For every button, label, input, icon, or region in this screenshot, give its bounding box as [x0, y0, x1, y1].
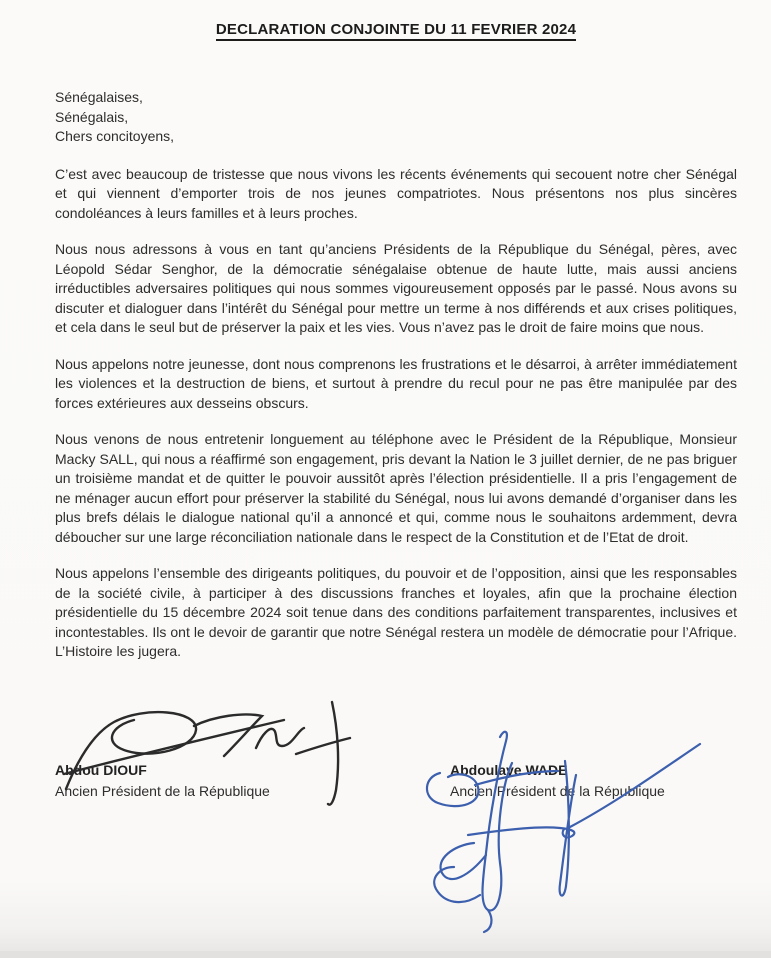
signatory-role-diouf: Ancien Président de la République: [55, 783, 270, 799]
document-body: [55, 0, 737, 662]
diouf-signature-stroke: [256, 728, 304, 748]
wade-signature-stroke: [441, 843, 486, 879]
document-title-text: DECLARATION CONJOINTE DU 11 FEVRIER 2024: [216, 21, 576, 41]
salutation-line: Chers concitoyens,: [55, 128, 175, 144]
diouf-signature-stroke: [296, 738, 350, 754]
diouf-signature-stroke: [194, 714, 262, 756]
wade-signature: [420, 723, 712, 940]
wade-signature-stroke: [483, 732, 513, 911]
paper-edge-shadow: [0, 951, 771, 958]
wade-signature-stroke: [484, 910, 491, 932]
wade-signature-stroke: [468, 827, 574, 837]
signatory-role-wade: Ancien Président de la République: [450, 783, 665, 799]
body-paragraph-jeunesse: Nous appelons notre jeunesse, dont nous comprenons les frustrations et le désarroi, à arrêter immédiatement les violences et la destruction de biens, et surtout à prendre du recul pour ne pas être manipulée par des forces extérieures aux desseins obscurs.: [55, 355, 737, 411]
signature-block-wade: [450, 760, 665, 802]
signatory-name-wade: Abdoulaye WADE: [450, 762, 568, 778]
signature-block-diouf: [55, 760, 270, 802]
salutation-line: Sénégalais,: [55, 108, 129, 125]
salutation-line: Sénégalaises,: [55, 89, 143, 105]
wade-signature-stroke: [434, 867, 480, 902]
body-paragraph-condoleances: C’est avec beaucoup de tristesse que nous vivons les récents événements qui secouent notre cher Sénégal et qui viennent d’emporter trois de nos jeunes compatriotes. Nous présentons nos plus sincères condoléances à leurs familles et à leurs proches.: [55, 165, 737, 221]
diouf-signature-stroke: [328, 702, 338, 805]
body-paragraph-macky-sall: Nous venons de nous entretenir longuement au téléphone avec le Président de la République, Monsieur Macky SALL, qui nous a réaffirmé son engagement, pris devant la Nation le 3 juillet dernier, de ne pas briguer un troisième mandat et de quitter le pouvoir aussitôt après l’élection présidentielle. Il a pris l’engagement de ne ménager aucun effort pour préserver la stabilité du Sénégal, nous lui avons demandé d’organiser dans les plus brefs délais le dialogue national qu’il a annoncé et qui, comme nous le souhaitons ardemment, devra déboucher sur une large réconciliation nationale dans le respect de la Constitution et de l’Etat de droit.: [55, 431, 737, 545]
document-title: [55, 21, 737, 38]
signatory-name-diouf: Abdou DIOUF: [55, 762, 147, 778]
body-paragraph-anciens-presidents: Nous nous adressons à vous en tant qu’anciens Présidents de la République du Sénégal, pères, avec Léopold Sédar Senghor, de la démocratie sénégalaise obtenue de haute lutte, mais aussi anciens irréductibles adversaires politiques qui nous sommes vigoureusement opposés par le passé. Nous avons su discuter et dialoguer dans l’intérêt du Sénégal pour mettre un terme à nos différends et aux crises politiques, et cela dans le seul but de préserver la paix et les vies. Vous n’avez pas le droit de faire moins que nous.: [55, 241, 737, 335]
body-paragraph-dirigeants: Nous appelons l’ensemble des dirigeants politiques, du pouvoir et de l’opposition, ainsi que les responsables de la société civile, à participer à des discussions franches et loyales, afin que la prochaine élection présidentielle du 15 décembre 2024 soit tenue dans des conditions parfaitement transparentes, inclusives et incontestables. Ils ont le devoir de garantir que notre Sénégal restera un modèle de démocratie pour l’Afrique. L’Histoire les jugera.: [55, 565, 737, 659]
salutation: [55, 88, 737, 147]
